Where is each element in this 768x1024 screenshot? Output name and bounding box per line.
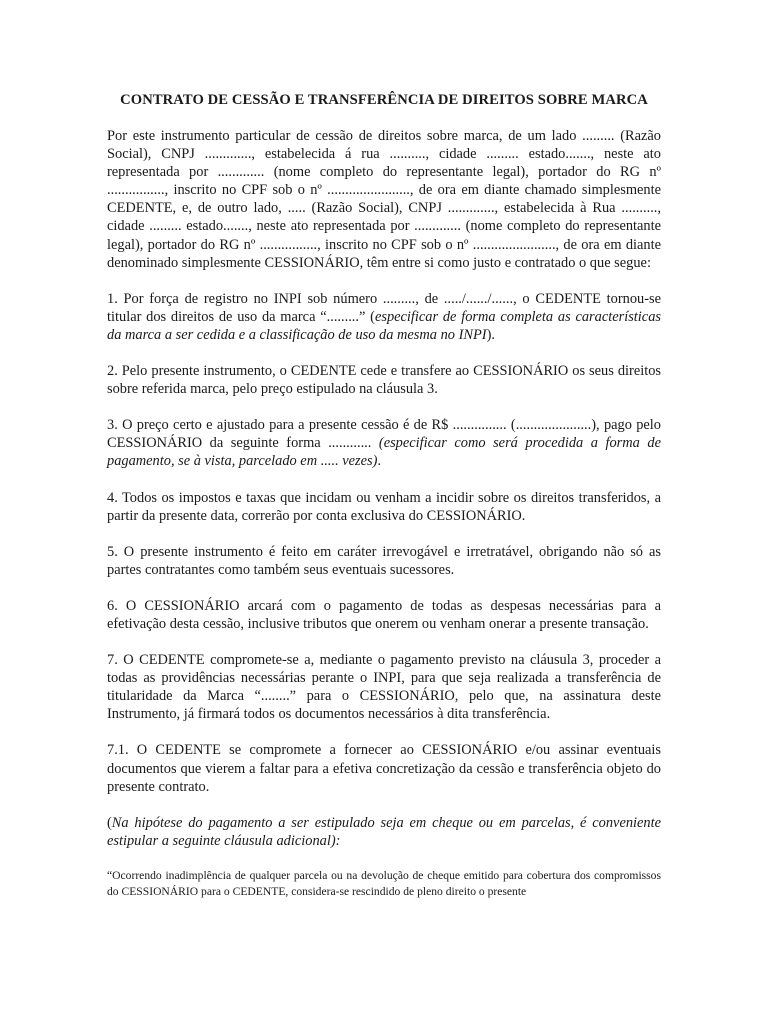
payment-note (107, 814, 661, 850)
clause-1-text: 1. Por força de registro no INPI sob número ........., de ...../....../......, o CEDENTE tornou-se titular dos direitos de uso da marca “.........” ( (107, 290, 661, 325)
document-page (107, 92, 661, 901)
clause-3 (107, 416, 661, 470)
clause-3-italic: (especificar como será procedida a forma de pagamento, se à vista, parcelado em ..... vezes) (107, 435, 661, 470)
clause-7: 7. O CEDENTE compromete-se a, mediante o pagamento previsto na cláusula 3, proceder a todas as providências necessárias perante o INPI, para que seja realizada a transferência de titularidade da Marca “........” para o CESSIONÁRIO, pelo que, na assinatura deste Instrumento, já firmará todos os documentos necessários à dita transferência. (107, 652, 661, 723)
clause-7-1: 7.1. O CEDENTE se compromete a fornecer ao CESSIONÁRIO e/ou assinar eventuais documentos que vierem a faltar para a efetiva concretização da cessão e transferência objeto do presente contrato. (107, 742, 661, 795)
clause-3-end: . (377, 453, 382, 470)
payment-note-italic: Na hipótese do pagamento a ser estipulado seja em cheque ou em parcelas, é conveniente estipular a seguinte cláusula adicional): (107, 814, 661, 849)
clause-4: 4. Todos os impostos e taxas que incidam ou venham a incidir sobre os direitos transferidos, a partir da presente data, correrão por conta exclusiva do CESSIONÁRIO. (107, 489, 661, 524)
clause-1-end: ). (486, 326, 495, 343)
clause-5: 5. O presente instrumento é feito em caráter irrevogável e irretratável, obrigando não só as partes contratantes como também seus eventuais sucessores. (107, 543, 661, 578)
clause-1-italic: especificar de forma completa as características da marca a ser cedida e a classificação de uso da mesma no INPI (107, 308, 661, 343)
document-title: CONTRATO DE CESSÃO E TRANSFERÊNCIA DE DIREITOS SOBRE MARCA (120, 92, 648, 108)
additional-clause-quote: “Ocorrendo inadimplência de qualquer parcela ou na devolução de cheque emitido para cobertura dos compromissos do CESSIONÁRIO para o CEDENTE, considera-se rescindido de pleno direito o presente (107, 868, 661, 899)
intro-paragraph: Por este instrumento particular de cessão de direitos sobre marca, de um lado ......... (Razão Social), CNPJ ............., estabelecida á rua .........., cidade ......... estado......., neste ato representada por ............. (nome completo do representante legal), portador do RG nº ................, inscrito no CPF sob o nº ......................., de ora em diante chamado simplesmente CEDENTE, e, de outro lado, ..... (Razão Social), CNPJ ............., estabelecida à Rua .........., cidade ......... estado......., neste ato representada por ............. (nome completo do representante legal), portador do RG nº ................, inscrito no CPF sob o nº ......................., de ora em diante denominado simplesmente CESSIONÁRIO, têm entre si como justo e contratado o que segue: (107, 128, 661, 271)
clause-6: 6. O CESSIONÁRIO arcará com o pagamento de todas as despesas necessárias para a efetivação desta cessão, inclusive tributos que onerem ou venham onerar a presente transação. (107, 597, 661, 632)
clause-3-text: 3. O preço certo e ajustado para a presente cessão é de R$ ............... (.....................), pago pelo CESSIONÁRIO da seguinte forma ............ (107, 417, 661, 452)
clause-2: 2. Pelo presente instrumento, o CEDENTE cede e transfere ao CESSIONÁRIO os seus direitos sobre referida marca, pelo preço estipulado na cláusula 3. (107, 363, 661, 398)
clause-1 (107, 290, 661, 344)
payment-note-open: ( (107, 814, 112, 831)
